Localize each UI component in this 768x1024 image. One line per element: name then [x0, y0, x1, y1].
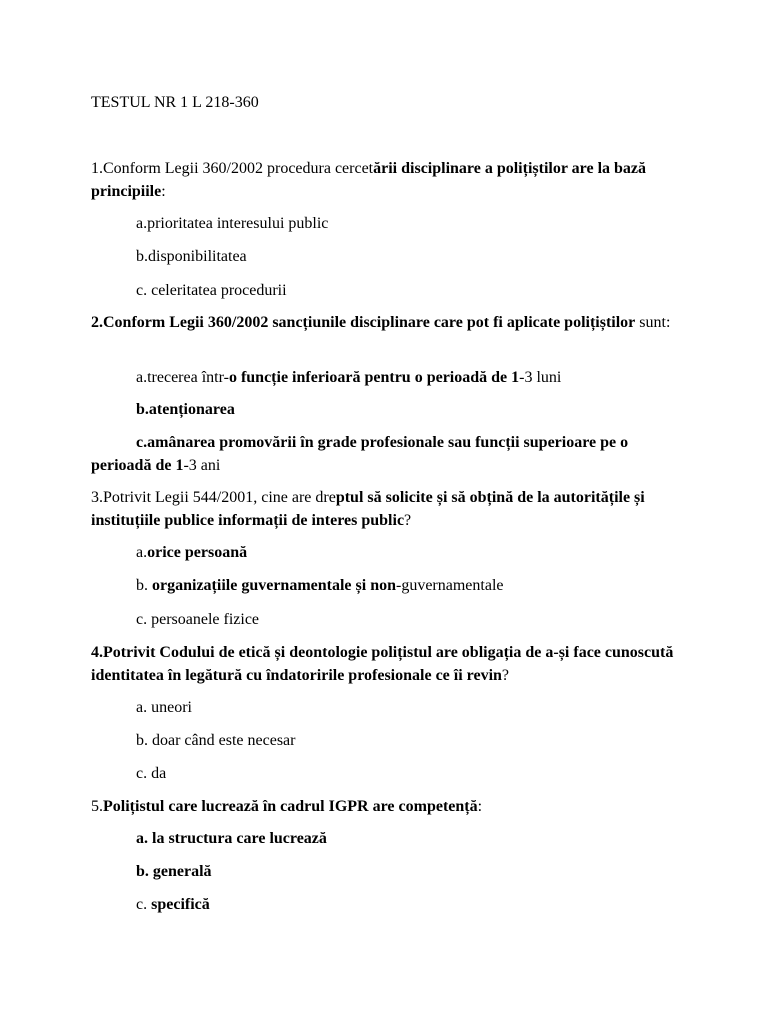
answer-text: -3 luni — [519, 369, 562, 386]
question-1-text-bold: ării disciplinare a polițiștilor are la bază principiile — [91, 160, 647, 200]
question-2 — [91, 311, 681, 334]
question-3 — [91, 486, 681, 532]
answer-text-bold: c.amânarea promovării în grade profesionale sau funcții superioare pe o perioadă de 1 — [91, 434, 629, 474]
question-1-answer-b — [136, 247, 247, 267]
answer-text-bold: specifică — [151, 896, 210, 913]
answer-text-bold: o funcție inferioară pentru o perioadă de 1 — [228, 369, 520, 386]
question-4-answer-a — [136, 698, 192, 718]
answer-text: a. — [136, 544, 148, 561]
answer-text-bold: b. generală — [136, 863, 212, 880]
question-5 — [91, 795, 681, 818]
answer-text: a.trecerea într- — [136, 369, 229, 386]
question-3-text-end: ? — [404, 512, 412, 529]
question-3-answer-b — [136, 576, 503, 596]
answer-text-bold: a. la structura care lucrează — [136, 830, 327, 847]
answer-text: -3 ani — [183, 457, 221, 474]
question-3-text-bold: ptul să solicite și să obțină de la autoritățile și instituțiile publice informații de interes public — [91, 489, 645, 529]
question-2-text-bold: 2.Conform Legii 360/2002 sancțiunile disciplinare care pot fi aplicate polițiștilor — [91, 314, 636, 331]
answer-text: b. doar când este necesar — [136, 732, 296, 749]
question-5-text-regular: 5. — [91, 798, 103, 815]
question-3-answer-c — [136, 610, 259, 630]
answer-text: b. — [136, 577, 152, 594]
question-4 — [91, 641, 681, 687]
question-5-answer-a — [136, 829, 327, 849]
question-2-answer-c — [91, 431, 681, 477]
question-3-answer-a — [136, 543, 247, 563]
question-2-answer-a — [136, 368, 561, 388]
question-3-text-regular: 3.Potrivit Legii 544/2001, cine are dre — [91, 489, 336, 506]
document-title: TESTUL NR 1 L 218-360 — [91, 94, 259, 111]
question-4-answer-b — [136, 731, 295, 751]
question-1-text-end: : — [161, 183, 166, 200]
answer-text: a. uneori — [136, 699, 192, 716]
answer-text-bold: organizațiile guvernamentale și non — [152, 577, 396, 594]
question-1-answer-c — [136, 281, 287, 301]
question-5-answer-b — [136, 862, 212, 882]
question-2-text-regular: sunt: — [635, 314, 671, 331]
question-1-answer-a — [136, 214, 328, 234]
answer-text: c. celeritatea procedurii — [136, 282, 287, 299]
question-5-answer-c — [136, 895, 210, 915]
answer-text: c. — [136, 896, 152, 913]
answer-text-bold: orice persoană — [147, 544, 248, 561]
question-4-text-end: ? — [501, 667, 510, 684]
answer-text: b.disponibilitatea — [136, 248, 247, 265]
question-1 — [91, 157, 681, 203]
question-4-answer-c — [136, 764, 166, 784]
answer-text: c. da — [136, 765, 167, 782]
answer-text: -guvernamentale — [395, 577, 504, 594]
question-2-answer-b — [136, 400, 235, 420]
answer-text: a.prioritatea interesului public — [136, 215, 329, 232]
question-5-text-end: : — [477, 798, 483, 815]
question-4-text-bold: 4.Potrivit Codului de etică și deontologie polițistul are obligația de a-și face cunoscută identitatea în legătură cu îndatoririle profesionale ce îi revin — [91, 644, 674, 684]
question-5-text-bold: Polițistul care lucrează în cadrul IGPR are competență — [103, 798, 478, 815]
answer-text: c. persoanele fizice — [136, 611, 260, 628]
question-1-text-regular: 1.Conform Legii 360/2002 procedura cercet — [91, 160, 374, 177]
answer-text-bold: b.atenționarea — [136, 401, 235, 418]
